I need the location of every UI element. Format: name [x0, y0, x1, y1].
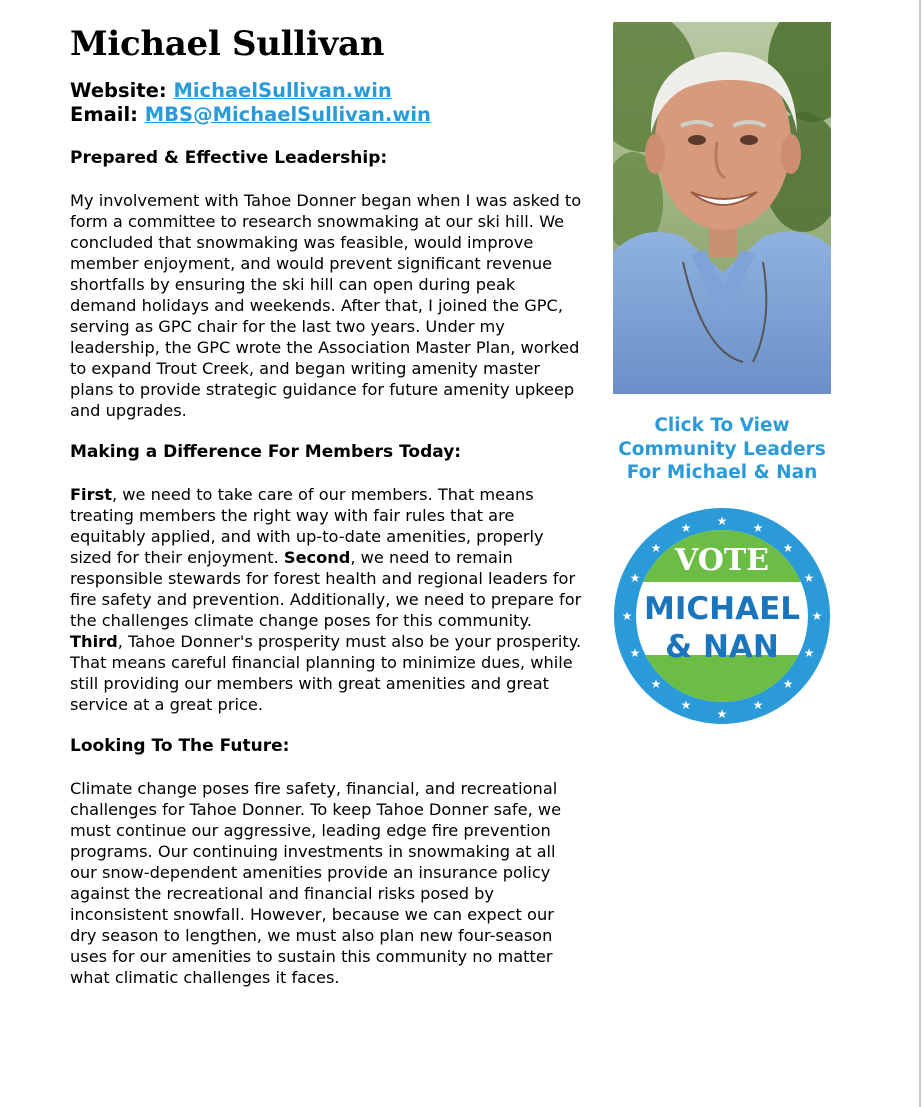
cta-line-3: For Michael & Nan — [626, 462, 818, 483]
cta-line-2: Community Leaders — [618, 438, 826, 460]
first-text: , we need to take care of our members. That means treating members the right way with fair rules that are equitably applied, and with up-to-date amenities, properly sized for their enjoyment. — [70, 485, 544, 567]
email-link[interactable]: MBS@MichaelSullivan.win — [144, 103, 431, 126]
first-label: First — [70, 485, 112, 504]
cta-line-1: Click To View — [654, 415, 790, 436]
star-icon: ★ — [716, 513, 728, 528]
second-text: , we need to remain responsible stewards for forest health and regional leaders for fire safety and prevention. Additionally, we need to prepare for the challenges climate change poses for this community. — [70, 548, 582, 630]
candidate-name: Michael Sullivan — [70, 24, 385, 64]
future-paragraph: Climate change poses fire safety, financial, and recreational challenges for Tahoe Donner. To keep Tahoe Donner safe, we must continue our aggressive, leading edge fire prevention programs. Our continuing investments in snowmaking at all our snow-dependent amenities provide an insurance policy against the recreational and financial risks posed by inconsistent snowfall. However, because we can expect our dry season to lengthen, we must also plan new four-season uses for our amenities to sustain this community no matter what climatic challenges it faces. — [70, 779, 562, 987]
email-label: Email: — [70, 103, 138, 126]
star-icon: ★ — [782, 540, 794, 555]
contact-block — [70, 79, 585, 127]
sidebar — [613, 22, 831, 725]
main-column — [70, 24, 585, 988]
star-icon: ★ — [716, 706, 728, 721]
star-icon: ★ — [680, 520, 692, 535]
vote-badge — [613, 507, 831, 725]
star-icon: ★ — [752, 697, 764, 712]
today-paragraph — [70, 484, 585, 715]
leadership-paragraph: My involvement with Tahoe Donner began when I was asked to form a committee to research snowmaking at our ski hill. We concluded that snowmaking was feasible, would improve member enjoyment, and would prevent significant revenue shortfalls by ensuring the ski hill can open during peak demand holidays and weekends. After that, I joined the GPC, serving as GPC chair for the last two years. Under my leadership, the GPC wrote the Association Master Plan, worked to expand Trout Creek, and began writing amenity master plans to provide strategic guidance for future amenity upkeep and upgrades. — [70, 191, 582, 420]
third-label: Third — [70, 632, 118, 651]
star-icon: ★ — [621, 608, 633, 623]
today-heading: Making a Difference For Members Today: — [70, 442, 462, 462]
email-row — [70, 103, 585, 127]
page-border — [919, 0, 921, 1107]
star-icon: ★ — [803, 570, 815, 585]
community-leaders-link[interactable] — [613, 414, 831, 485]
website-row — [70, 79, 585, 103]
candidate-photo — [613, 22, 831, 394]
star-icon: ★ — [752, 520, 764, 535]
badge-name-1: MICHAEL — [644, 590, 800, 627]
website-label: Website: — [70, 79, 167, 102]
website-link[interactable]: MichaelSullivan.win — [173, 79, 392, 102]
star-icon: ★ — [629, 645, 641, 660]
star-icon: ★ — [650, 540, 662, 555]
third-text: , Tahoe Donner's prosperity must also be your prosperity. That means careful financial planning to minimize dues, while still providing our members with great amenities and great service at a great price. — [70, 632, 582, 714]
star-icon: ★ — [803, 645, 815, 660]
star-icon: ★ — [629, 570, 641, 585]
star-icon: ★ — [650, 676, 662, 691]
leadership-heading: Prepared & Effective Leadership: — [70, 148, 388, 168]
badge-name-2: & NAN — [665, 628, 779, 665]
star-icon: ★ — [811, 608, 823, 623]
star-icon: ★ — [782, 676, 794, 691]
badge-vote-text: VOTE — [674, 542, 770, 578]
future-heading: Looking To The Future: — [70, 736, 290, 756]
star-icon: ★ — [680, 697, 692, 712]
second-label: Second — [283, 548, 351, 567]
